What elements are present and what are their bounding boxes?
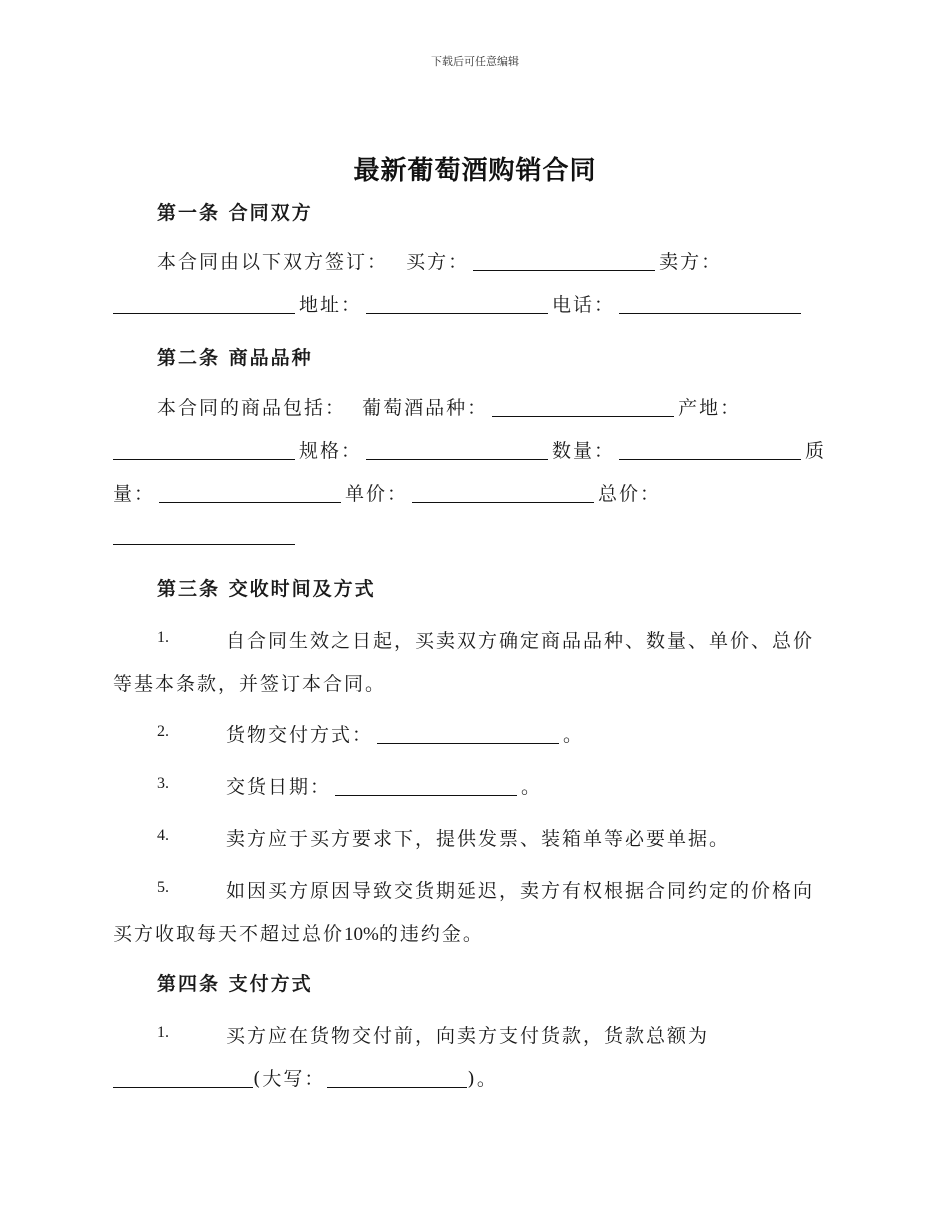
article-1-line-2 <box>113 293 805 317</box>
article-2-line-2 <box>113 439 826 463</box>
article-3-item-4-text: 卖方应于买方要求下，提供发票、装箱单等必要单据。 <box>226 828 731 850</box>
delivery-method-field[interactable] <box>377 725 559 744</box>
total-price-field[interactable] <box>113 526 295 545</box>
origin-label: 产地： <box>678 397 742 419</box>
unit-price-label: 单价： <box>345 483 409 505</box>
article-3-item-3-text <box>226 772 542 799</box>
article-3-item-1-number: 1. <box>157 629 169 646</box>
article-4-item-1-text-1: 买方应在货物交付前，向卖方支付货款，货款总额为 <box>226 1025 710 1047</box>
spec-label: 规格： <box>299 440 363 462</box>
buyer-label: 买方： <box>406 251 470 273</box>
delivery-date-label: 交货日期： <box>226 776 332 798</box>
article-3-item-5-text-2a: 买方收取每天不超过总价 <box>113 923 345 945</box>
payment-amount-field[interactable] <box>113 1069 253 1088</box>
article-1-intro: 本合同由以下双方签订： <box>157 251 389 273</box>
delivery-date-end: 。 <box>521 776 543 798</box>
qty-field[interactable] <box>619 441 801 460</box>
article-4-item-1-number: 1. <box>157 1024 169 1041</box>
header-note: 下载后可任意编辑 <box>431 55 519 68</box>
variety-field[interactable] <box>492 398 674 417</box>
article-3-item-5-number: 5. <box>157 879 169 896</box>
penalty-percentage: 10% <box>344 924 379 945</box>
article-3-item-5-text-1: 如因买方原因导致交货期延迟，卖方有权根据合同约定的价格向 <box>226 880 815 902</box>
phone-label: 电话： <box>552 294 616 316</box>
address-field[interactable] <box>366 295 548 314</box>
article-3-item-4-number: 4. <box>157 827 169 844</box>
article-3-item-1-text-2: 等基本条款，并签订本合同。 <box>113 673 387 695</box>
origin-field[interactable] <box>113 441 295 460</box>
address-label: 地址： <box>299 294 363 316</box>
article-2-line-1 <box>157 396 741 420</box>
article-2-heading: 第二条 商品品种 <box>157 347 313 369</box>
article-3-item-3-number: 3. <box>157 775 169 792</box>
article-4-item-1-text-2 <box>113 1064 498 1091</box>
variety-label: 葡萄酒品种： <box>362 397 489 419</box>
payment-amount-words-field[interactable] <box>327 1069 467 1088</box>
article-2-intro: 本合同的商品包括： <box>157 397 347 419</box>
phone-field[interactable] <box>619 295 801 314</box>
qty-label: 数量： <box>552 440 616 462</box>
quality-field[interactable] <box>159 484 341 503</box>
seller-field[interactable] <box>113 295 295 314</box>
article-3-item-1-text-1: 自合同生效之日起，买卖双方确定商品品种、数量、单价、总价 <box>226 630 815 652</box>
seller-label: 卖方： <box>659 251 723 273</box>
article-3-item-2-text <box>226 720 584 747</box>
delivery-date-field[interactable] <box>335 777 517 796</box>
unit-price-field[interactable] <box>412 484 594 503</box>
total-price-label: 总价： <box>598 483 662 505</box>
article-4-heading: 第四条 支付方式 <box>157 973 313 995</box>
article-2-line-3 <box>113 482 661 506</box>
article-3-item-5-text-2b: 的违约金。 <box>378 923 484 945</box>
quality-label-part-2: 量： <box>113 483 156 505</box>
article-3-item-5-text-2 <box>113 919 484 946</box>
buyer-field[interactable] <box>473 252 655 271</box>
article-1-line-1 <box>157 250 722 274</box>
quality-label-part-1: 质 <box>805 440 827 462</box>
article-3-heading: 第三条 交收时间及方式 <box>157 578 376 600</box>
document-title: 最新葡萄酒购销合同 <box>353 156 597 186</box>
delivery-method-end: 。 <box>563 724 585 746</box>
delivery-method-label: 货物交付方式： <box>226 724 374 746</box>
payment-paren-open: (大写： <box>253 1068 326 1090</box>
article-1-heading: 第一条 合同双方 <box>157 202 313 224</box>
payment-paren-close: )。 <box>467 1068 498 1090</box>
spec-field[interactable] <box>366 441 548 460</box>
article-3-item-2-number: 2. <box>157 723 169 740</box>
article-2-line-4 <box>113 524 299 548</box>
